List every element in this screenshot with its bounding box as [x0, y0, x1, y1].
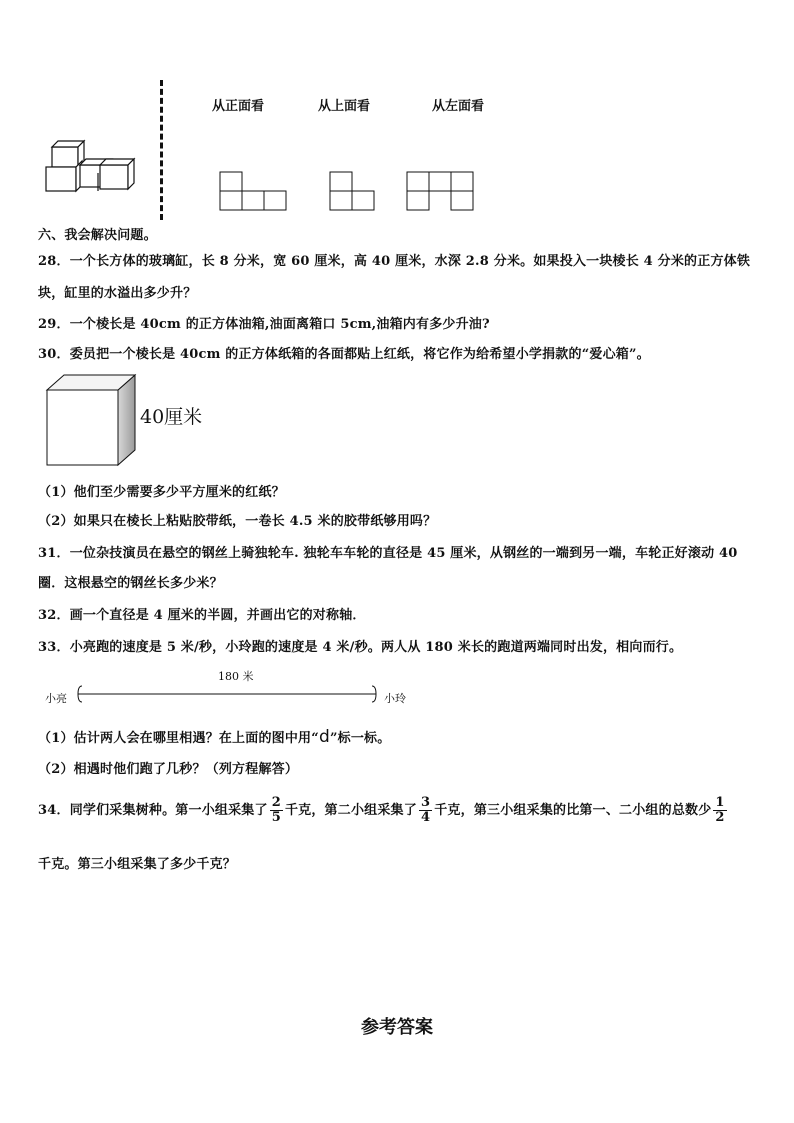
q32-text: 32．画一个直径是 4 厘米的半圆，并画出它的对称轴．	[38, 608, 366, 623]
q33-sub1	[38, 727, 390, 747]
frac3-den: 2	[715, 810, 725, 825]
frac2-den: 4	[420, 810, 431, 825]
section-title: 六、我会解决问题。	[38, 228, 157, 243]
q33-sub1-before: （1）估计两人会在哪里相遇？在上面的图中用“	[38, 731, 319, 746]
q31-line1: 31．一位杂技演员在悬空的钢丝上骑独轮车. 独轮车车轮的直径是 45 厘米，从钢丝的一端到另一端，车轮正好滚动 40	[38, 546, 738, 561]
front-view-label: 从正面看	[212, 99, 265, 114]
left-view-label: 从左面看	[432, 99, 485, 114]
q30-sub1: （1）他们至少需要多少平方厘米的红纸？	[38, 485, 285, 500]
dashed-separator	[160, 80, 163, 220]
cube-stack-figure	[40, 135, 140, 197]
frac1-num: 2	[271, 795, 281, 810]
xiaoliang-label: 小亮	[45, 692, 67, 705]
q33-sub1-after: ”标一标。	[329, 731, 391, 746]
q33-text: 33．小亮跑的速度是 5 米/秒，小玲跑的速度是 4 米/秒。两人从 180 米长的跑道两端同时出发，相向而行。	[38, 640, 683, 655]
xiaoling-label: 小玲	[384, 692, 406, 705]
frac2-num: 3	[420, 795, 431, 810]
q30-text: 30．委员把一个棱长是 40cm 的正方体纸箱的各面都贴上红纸，将它作为给希望小学捐款的“爱心箱”。	[38, 347, 650, 362]
q33-sub2: （2）相遇时他们跑了几秒？（列方程解答）	[38, 762, 299, 777]
frac1-den: 5	[271, 810, 281, 825]
q31-line2: 圈．这根悬空的钢丝长多少米？	[38, 576, 223, 591]
track-line	[76, 682, 378, 706]
fraction-three-quarters	[419, 796, 432, 825]
cube-box-figure	[45, 372, 140, 468]
q28-line2: 块，缸里的水溢出多少升？	[38, 286, 197, 301]
answer-section-title: 参考答案	[361, 1017, 433, 1038]
fraction-two-fifths	[270, 796, 283, 825]
front-view-grid	[219, 171, 289, 211]
q30-sub2: （2）如果只在棱长上粘贴胶带纸，一卷长 4.5 米的胶带纸够用吗？	[38, 514, 437, 529]
top-view-grid	[329, 171, 379, 211]
fraction-one-half	[713, 796, 726, 825]
top-view-label: 从上面看	[318, 99, 371, 114]
track-length-label: 180 米	[218, 670, 254, 683]
q34-line1	[38, 796, 729, 825]
q29-text: 29．一个棱长是 40cm 的正方体油箱,油面离箱口 5cm,油箱内有多少升油?	[38, 317, 490, 332]
cube-edge-label: 40厘米	[140, 406, 203, 428]
q34-line2: 千克。第三小组采集了多少千克？	[38, 857, 237, 872]
q34-part2: 千克，第二小组采集了	[284, 803, 417, 818]
q34-part3: 千克，第三小组采集的比第一、二小组的总数少	[434, 803, 712, 818]
left-view-grid	[406, 171, 476, 211]
frac3-num: 1	[715, 795, 725, 810]
q28-line1: 28．一个长方体的玻璃缸，长 8 分米，宽 60 厘米，高 40 厘米，水深 2.8 分米。如果投入一块棱长 4 分米的正方体铁	[38, 254, 751, 269]
meeting-mark: d	[318, 727, 330, 747]
q34-part1: 34．同学们采集树种。第一小组采集了	[38, 803, 268, 818]
